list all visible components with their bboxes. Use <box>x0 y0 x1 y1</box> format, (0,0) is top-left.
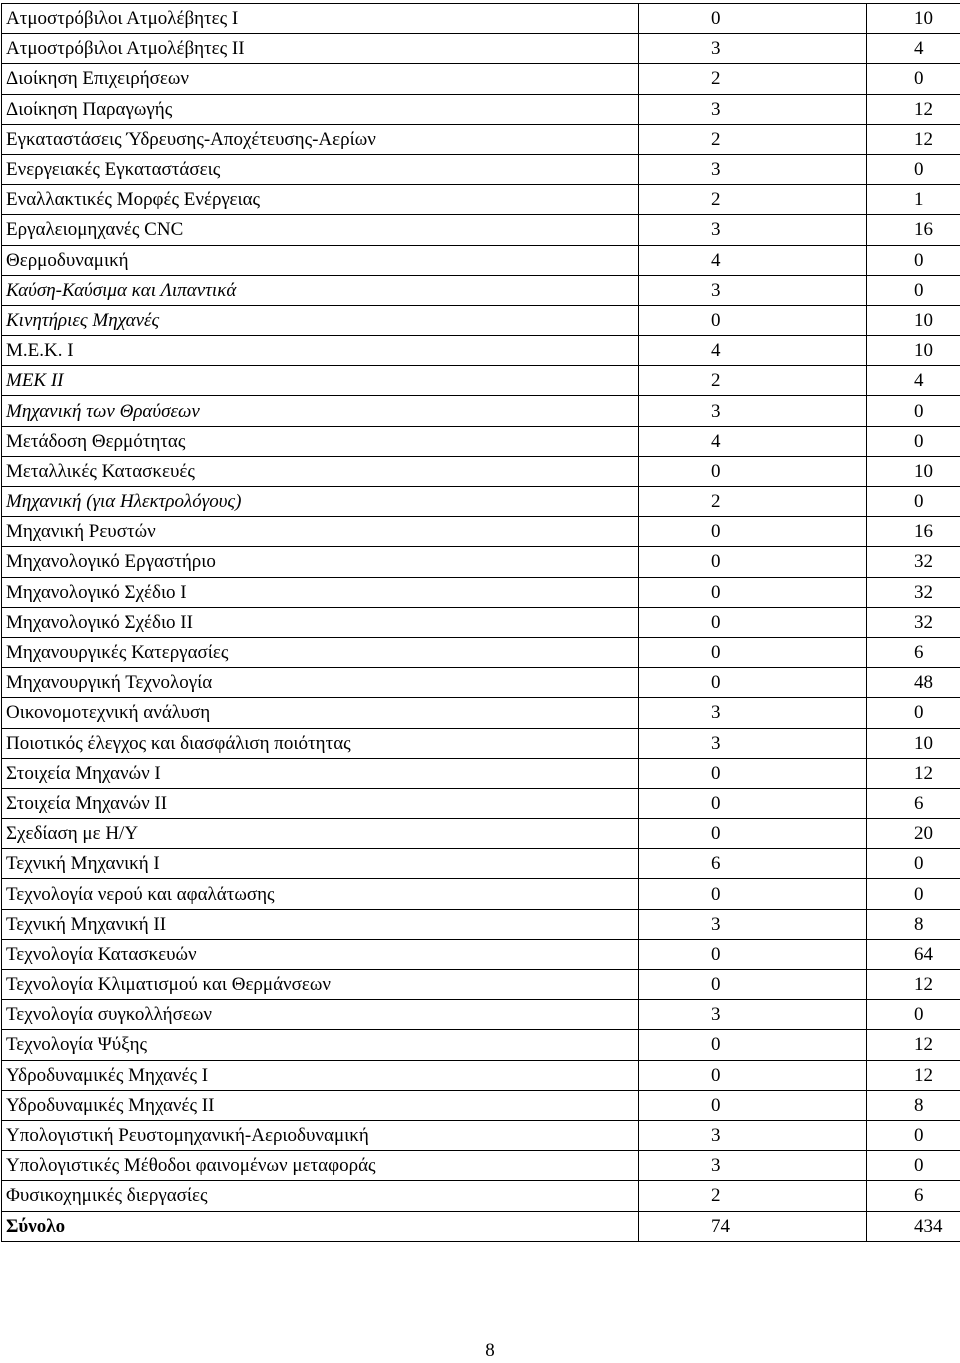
value-b-cell: 0 <box>867 487 960 517</box>
value-a-cell: 0 <box>639 517 867 547</box>
table-row <box>2 34 960 64</box>
course-name-cell: Εγκαταστάσεις Ύδρευσης-Αποχέτευσης-Αερίων <box>2 124 639 154</box>
table-row <box>2 124 960 154</box>
table-row <box>2 758 960 788</box>
value-b-cell: 4 <box>867 366 960 396</box>
value-b-cell: 8 <box>867 1090 960 1120</box>
value-a-cell: 3 <box>639 728 867 758</box>
table-row <box>2 1060 960 1090</box>
course-name-cell: Μηχανολογικό Εργαστήριο <box>2 547 639 577</box>
value-a-cell: 0 <box>639 456 867 486</box>
value-a-cell: 2 <box>639 1181 867 1211</box>
table-row <box>2 396 960 426</box>
course-table-body <box>2 4 960 1242</box>
table-row <box>2 336 960 366</box>
value-b-cell: 12 <box>867 124 960 154</box>
table-row <box>2 547 960 577</box>
table-row <box>2 879 960 909</box>
value-a-cell: 0 <box>639 577 867 607</box>
course-table <box>1 3 960 1242</box>
course-name-cell: Μεταλλικές Κατασκευές <box>2 456 639 486</box>
value-b-cell: 10 <box>867 305 960 335</box>
value-b-cell: 10 <box>867 456 960 486</box>
course-name-cell: Τεχνολογία Ψύξης <box>2 1030 639 1060</box>
page-number: 8 <box>485 1340 495 1361</box>
total-label-cell: Σύνολο <box>2 1211 639 1241</box>
value-b-cell: 16 <box>867 517 960 547</box>
value-b-cell: 0 <box>867 879 960 909</box>
value-a-cell: 3 <box>639 94 867 124</box>
value-a-cell: 0 <box>639 970 867 1000</box>
value-b-cell: 16 <box>867 215 960 245</box>
value-b-cell: 0 <box>867 1120 960 1150</box>
value-a-cell: 0 <box>639 1030 867 1060</box>
table-row <box>2 668 960 698</box>
table-row <box>2 607 960 637</box>
value-a-cell: 0 <box>639 305 867 335</box>
table-row <box>2 1120 960 1150</box>
course-name-cell: Κινητήριες Μηχανές <box>2 305 639 335</box>
table-row <box>2 215 960 245</box>
course-name-cell: Μ.Ε.Κ. Ι <box>2 336 639 366</box>
table-row <box>2 849 960 879</box>
course-name-cell: Οικονομοτεχνική ανάλυση <box>2 698 639 728</box>
course-name-cell: Στοιχεία Μηχανών Ι <box>2 758 639 788</box>
course-name-cell: Θερμοδυναμική <box>2 245 639 275</box>
value-b-cell: 48 <box>867 668 960 698</box>
course-name-cell: Μηχανουργικές Κατεργασίες <box>2 637 639 667</box>
value-b-cell: 10 <box>867 728 960 758</box>
table-row <box>2 185 960 215</box>
table-row <box>2 1030 960 1060</box>
course-name-cell: Ποιοτικός έλεγχος και διασφάλιση ποιότητας <box>2 728 639 758</box>
table-row <box>2 637 960 667</box>
course-name-cell: Εργαλειομηχανές CNC <box>2 215 639 245</box>
course-name-cell: Φυσικοχημικές διεργασίες <box>2 1181 639 1211</box>
value-b-cell: 12 <box>867 1030 960 1060</box>
value-a-cell: 4 <box>639 426 867 456</box>
value-b-cell: 10 <box>867 336 960 366</box>
value-b-cell: 0 <box>867 275 960 305</box>
course-name-cell: ΜΕΚ ΙΙ <box>2 366 639 396</box>
course-name-cell: Τεχνολογία Κλιματισμού και Θερμάνσεων <box>2 970 639 1000</box>
value-a-cell: 0 <box>639 758 867 788</box>
value-b-cell: 12 <box>867 970 960 1000</box>
value-b-cell: 12 <box>867 758 960 788</box>
value-a-cell: 0 <box>639 547 867 577</box>
value-a-cell: 2 <box>639 64 867 94</box>
total-a-cell: 74 <box>639 1211 867 1241</box>
table-row <box>2 487 960 517</box>
value-b-cell: 0 <box>867 396 960 426</box>
value-a-cell: 2 <box>639 487 867 517</box>
value-b-cell: 0 <box>867 154 960 184</box>
value-b-cell: 32 <box>867 607 960 637</box>
value-a-cell: 3 <box>639 1151 867 1181</box>
value-a-cell: 4 <box>639 336 867 366</box>
table-row <box>2 275 960 305</box>
value-a-cell: 0 <box>639 1090 867 1120</box>
course-name-cell: Διοίκηση Επιχειρήσεων <box>2 64 639 94</box>
course-name-cell: Μηχανουργική Τεχνολογία <box>2 668 639 698</box>
value-a-cell: 0 <box>639 668 867 698</box>
course-name-cell: Μηχανική Ρευστών <box>2 517 639 547</box>
value-b-cell: 0 <box>867 849 960 879</box>
value-b-cell: 32 <box>867 547 960 577</box>
course-name-cell: Ενεργειακές Εγκαταστάσεις <box>2 154 639 184</box>
table-row <box>2 909 960 939</box>
value-a-cell: 0 <box>639 788 867 818</box>
value-a-cell: 3 <box>639 215 867 245</box>
course-name-cell: Εναλλακτικές Μορφές Ενέργειας <box>2 185 639 215</box>
value-a-cell: 3 <box>639 396 867 426</box>
value-a-cell: 3 <box>639 1000 867 1030</box>
course-name-cell: Διοίκηση Παραγωγής <box>2 94 639 124</box>
value-a-cell: 3 <box>639 275 867 305</box>
course-name-cell: Μετάδοση Θερμότητας <box>2 426 639 456</box>
value-b-cell: 20 <box>867 819 960 849</box>
value-a-cell: 3 <box>639 34 867 64</box>
value-a-cell: 2 <box>639 185 867 215</box>
course-name-cell: Υδροδυναμικές Μηχανές ΙΙ <box>2 1090 639 1120</box>
table-row <box>2 305 960 335</box>
value-a-cell: 0 <box>639 607 867 637</box>
table-row <box>2 1151 960 1181</box>
value-b-cell: 1 <box>867 185 960 215</box>
course-name-cell: Τεχνολογία νερού και αφαλάτωσης <box>2 879 639 909</box>
course-name-cell: Ατμοστρόβιλοι Ατμολέβητες Ι <box>2 4 639 34</box>
value-a-cell: 4 <box>639 245 867 275</box>
table-row <box>2 939 960 969</box>
value-a-cell: 6 <box>639 849 867 879</box>
table-row <box>2 1181 960 1211</box>
course-name-cell: Υπολογιστικές Μέθοδοι φαινομένων μεταφοράς <box>2 1151 639 1181</box>
table-row <box>2 970 960 1000</box>
value-b-cell: 12 <box>867 94 960 124</box>
course-name-cell: Μηχανολογικό Σχέδιο ΙΙ <box>2 607 639 637</box>
table-row <box>2 4 960 34</box>
table-row <box>2 154 960 184</box>
table-row <box>2 788 960 818</box>
value-b-cell: 64 <box>867 939 960 969</box>
value-b-cell: 0 <box>867 1151 960 1181</box>
course-name-cell: Τεχνολογία συγκολλήσεων <box>2 1000 639 1030</box>
value-b-cell: 0 <box>867 64 960 94</box>
table-row <box>2 819 960 849</box>
table-row <box>2 728 960 758</box>
value-b-cell: 0 <box>867 245 960 275</box>
course-name-cell: Τεχνολογία Κατασκευών <box>2 939 639 969</box>
course-name-cell: Στοιχεία Μηχανών ΙΙ <box>2 788 639 818</box>
table-row <box>2 1090 960 1120</box>
value-a-cell: 0 <box>639 819 867 849</box>
course-name-cell: Υπολογιστική Ρευστομηχανική-Αεριοδυναμική <box>2 1120 639 1150</box>
value-a-cell: 0 <box>639 1060 867 1090</box>
value-a-cell: 0 <box>639 4 867 34</box>
table-row <box>2 698 960 728</box>
table-row <box>2 64 960 94</box>
table-row <box>2 94 960 124</box>
value-a-cell: 3 <box>639 909 867 939</box>
course-name-cell: Υδροδυναμικές Μηχανές Ι <box>2 1060 639 1090</box>
value-a-cell: 3 <box>639 698 867 728</box>
value-a-cell: 0 <box>639 637 867 667</box>
course-name-cell: Τεχνική Μηχανική ΙΙ <box>2 909 639 939</box>
course-name-cell: Μηχανική των Θραύσεων <box>2 396 639 426</box>
total-b-cell: 434 <box>867 1211 960 1241</box>
value-b-cell: 4 <box>867 34 960 64</box>
value-a-cell: 2 <box>639 124 867 154</box>
value-b-cell: 6 <box>867 637 960 667</box>
value-b-cell: 10 <box>867 4 960 34</box>
table-row <box>2 517 960 547</box>
table-row <box>2 366 960 396</box>
value-a-cell: 3 <box>639 154 867 184</box>
value-b-cell: 6 <box>867 1181 960 1211</box>
value-b-cell: 32 <box>867 577 960 607</box>
value-a-cell: 2 <box>639 366 867 396</box>
value-b-cell: 12 <box>867 1060 960 1090</box>
course-name-cell: Καύση-Καύσιμα και Λιπαντικά <box>2 275 639 305</box>
course-name-cell: Μηχανική (για Ηλεκτρολόγους) <box>2 487 639 517</box>
value-b-cell: 8 <box>867 909 960 939</box>
table-row <box>2 245 960 275</box>
value-a-cell: 0 <box>639 939 867 969</box>
course-name-cell: Ατμοστρόβιλοι Ατμολέβητες ΙΙ <box>2 34 639 64</box>
value-a-cell: 0 <box>639 879 867 909</box>
table-row <box>2 426 960 456</box>
value-b-cell: 0 <box>867 698 960 728</box>
course-name-cell: Μηχανολογικό Σχέδιο Ι <box>2 577 639 607</box>
value-b-cell: 0 <box>867 426 960 456</box>
course-name-cell: Σχεδίαση με Η/Υ <box>2 819 639 849</box>
value-a-cell: 3 <box>639 1120 867 1150</box>
table-row <box>2 1000 960 1030</box>
table-row <box>2 577 960 607</box>
table-row <box>2 456 960 486</box>
total-row <box>2 1211 960 1241</box>
course-name-cell: Τεχνική Μηχανική Ι <box>2 849 639 879</box>
value-b-cell: 0 <box>867 1000 960 1030</box>
value-b-cell: 6 <box>867 788 960 818</box>
